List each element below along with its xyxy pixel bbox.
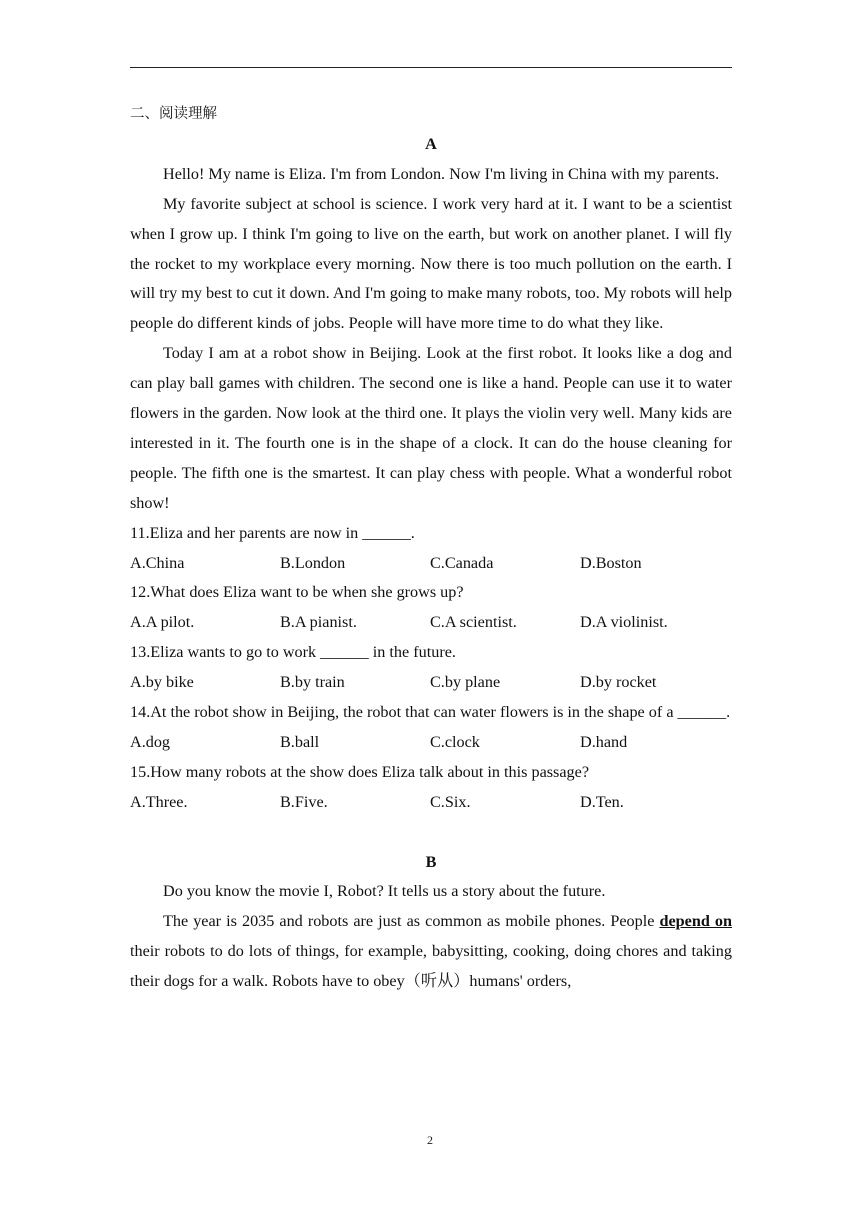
passage-b-paragraph-1: Do you know the movie I, Robot? It tells us a story about the future. bbox=[163, 882, 606, 901]
option-a: A.A pilot. bbox=[130, 613, 195, 632]
option-row bbox=[130, 549, 732, 579]
option-c: C.by plane bbox=[430, 673, 501, 692]
question-14 bbox=[130, 698, 732, 758]
page-number: 2 bbox=[427, 1133, 433, 1147]
question-stem: 14.At the robot show in Beijing, the robot that can water flowers is in the shape of a ______. bbox=[130, 703, 731, 722]
header-rule bbox=[130, 67, 732, 68]
option-d: D.hand bbox=[580, 732, 628, 751]
page-body bbox=[130, 100, 732, 997]
paragraph-text-after: their robots to do lots of things, for example, babysitting, cooking, doing chores and taking their dogs for a walk. Robots have to obey（听从）humans' orders, bbox=[130, 942, 732, 991]
option-row bbox=[130, 788, 732, 818]
question-11 bbox=[130, 519, 732, 579]
question-12 bbox=[130, 578, 732, 638]
option-row bbox=[130, 728, 732, 758]
option-d: D.Boston bbox=[580, 553, 642, 572]
option-a: A.China bbox=[130, 553, 185, 572]
option-c: C.Six. bbox=[430, 792, 471, 811]
option-c: C.A scientist. bbox=[430, 613, 517, 632]
option-b: B.by train bbox=[280, 673, 345, 692]
option-b: B.A pianist. bbox=[280, 613, 357, 632]
option-a: A.by bike bbox=[130, 673, 194, 692]
passage-a-paragraph-1: Hello! My name is Eliza. I'm from London. Now I'm living in China with my parents. bbox=[163, 164, 720, 183]
passage-a-paragraph-3: Today I am at a robot show in Beijing. Look at the first robot. It looks like a dog and can play ball games with children. The second one is like a hand. People can use it to water flowers in the garden. Now look at the third one. It plays the violin very well. Many kids are interested in it. The fourth one is in the shape of a clock. It can do the house cleaning for people. The fifth one is the smartest. It can play chess with people. What a wonderful robot show! bbox=[130, 344, 732, 512]
option-d: D.Ten. bbox=[580, 792, 624, 811]
option-d: D.by rocket bbox=[580, 673, 657, 692]
highlighted-term: depend on bbox=[659, 912, 732, 931]
option-c: C.Canada bbox=[430, 553, 494, 572]
option-a: A.Three. bbox=[130, 792, 188, 811]
option-b: B.London bbox=[280, 553, 346, 572]
paragraph-text-before: The year is 2035 and robots are just as common as mobile phones. People bbox=[163, 912, 660, 931]
question-stem: 12.What does Eliza want to be when she grows up? bbox=[130, 583, 464, 602]
passage-b-paragraph-2 bbox=[130, 907, 732, 997]
option-d: D.A violinist. bbox=[580, 613, 668, 632]
option-row bbox=[130, 608, 732, 638]
option-c: C.clock bbox=[430, 732, 480, 751]
question-15 bbox=[130, 758, 732, 818]
option-a: A.dog bbox=[130, 732, 171, 751]
passage-a-title: A bbox=[425, 134, 437, 153]
question-13 bbox=[130, 638, 732, 698]
question-stem: 15.How many robots at the show does Eliza talk about in this passage? bbox=[130, 762, 590, 781]
passage-b-title: B bbox=[425, 852, 437, 871]
section-heading: 二、阅读理解 bbox=[130, 106, 217, 122]
option-row bbox=[130, 668, 732, 698]
option-b: B.Five. bbox=[280, 792, 328, 811]
question-stem: 13.Eliza wants to go to work ______ in the future. bbox=[130, 643, 456, 662]
option-b: B.ball bbox=[280, 732, 320, 751]
spacer bbox=[130, 818, 732, 848]
passage-a-paragraph-2: My favorite subject at school is science. I work very hard at it. I want to be a scientist when I grow up. I think I'm going to live on the earth, but work on another planet. I will fly the rocket to my workplace every morning. Now there is too much pollution on the earth. I will try my best to cut it down. And I'm going to make many robots, too. My robots will help people do different kinds of jobs. People will have more time to do what they like. bbox=[130, 194, 732, 333]
question-stem: 11.Eliza and her parents are now in ______. bbox=[130, 523, 415, 542]
